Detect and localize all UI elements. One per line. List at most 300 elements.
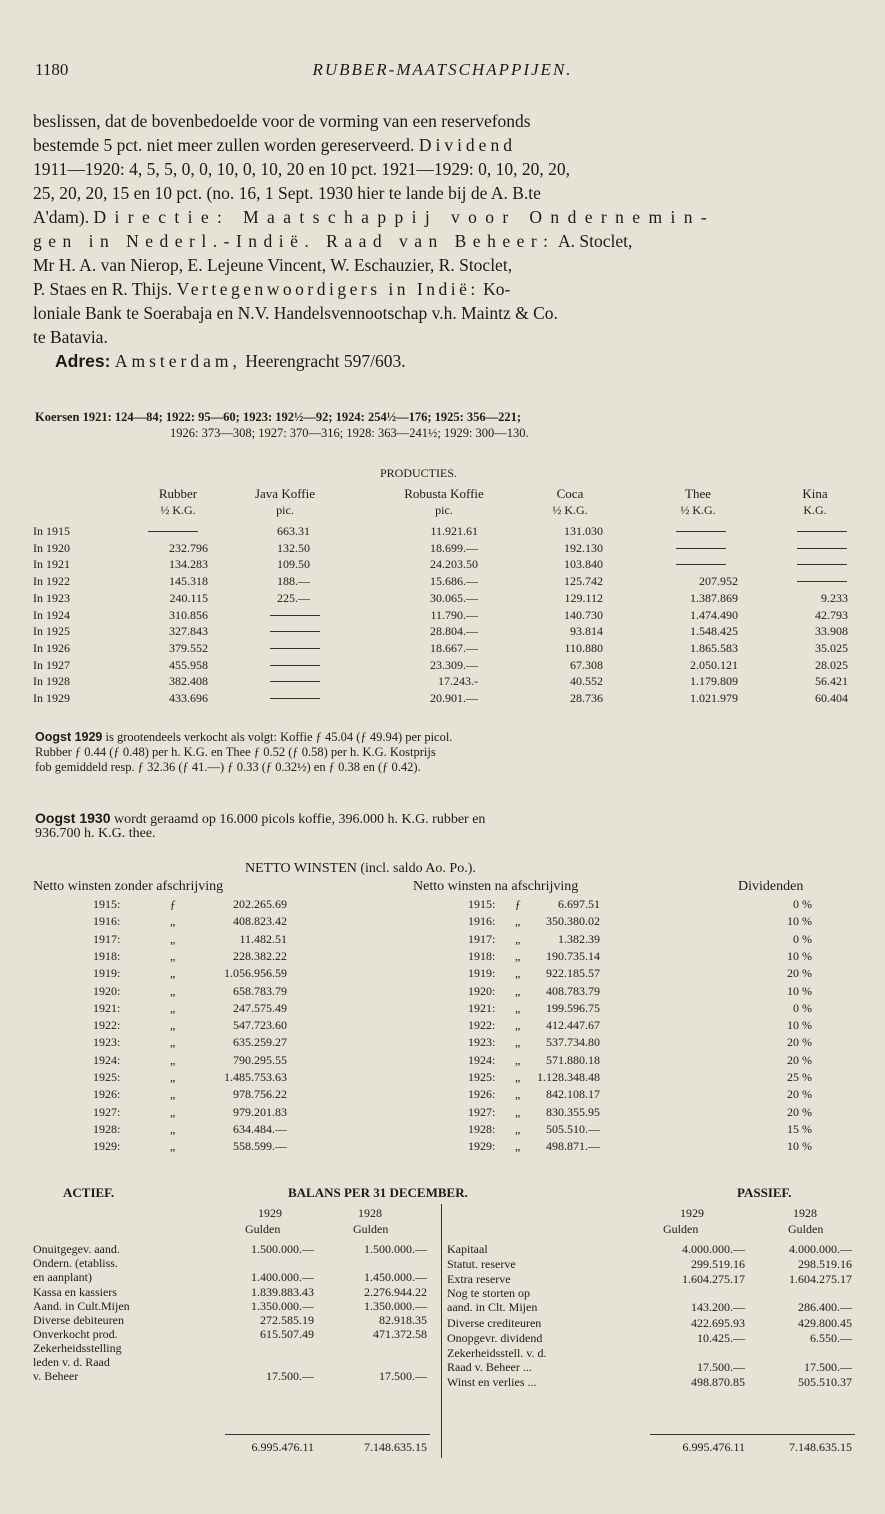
netto-currency-2: „ (515, 1000, 521, 1015)
producties-value: 24.203.50 (430, 557, 478, 572)
netto-year-1: 1920: (93, 983, 121, 998)
netto-currency-2: „ (515, 914, 521, 929)
netto-row (0, 932, 885, 946)
netto-year-1: 1924: (93, 1052, 121, 1067)
intro-line: A'dam). Directie: Maatschappij voor Ondernemin- (33, 207, 716, 227)
netto-currency-1: „ (170, 966, 176, 981)
producties-year: In 1923 (33, 590, 70, 605)
netto-value-2: 922.185.57 (546, 966, 600, 981)
passief-item-label: Winst en verlies ... (447, 1375, 537, 1390)
passief-label: PASSIEF. (737, 1185, 792, 1200)
netto-year-2: 1924: (468, 1052, 496, 1067)
passief-unit-1929: Gulden (663, 1222, 699, 1236)
netto-value-1: 658.783.79 (233, 983, 287, 998)
netto-dividend: 20 % (787, 1087, 812, 1102)
producties-value: 433.696 (169, 691, 208, 705)
producties-year: In 1920 (33, 540, 70, 555)
producties-value: 60.404 (815, 691, 848, 705)
empty-dash (270, 681, 320, 682)
actief-unit-1928: Gulden (353, 1222, 389, 1236)
passief-value-1928: 17.500.— (804, 1359, 852, 1374)
netto-value-2: 571.880.18 (546, 1052, 600, 1067)
producties-row (0, 624, 885, 638)
netto-year-1: 1921: (93, 1000, 121, 1015)
producties-col-name: Robusta Koffie (404, 486, 484, 501)
netto-currency-1: „ (170, 1035, 176, 1050)
netto-currency-1: „ (170, 1018, 176, 1033)
netto-dividend: 20 % (787, 966, 812, 981)
producties-value: 18.667.— (430, 640, 478, 655)
empty-dash (270, 631, 320, 632)
passief-item-label: Extra reserve (447, 1271, 511, 1286)
balans-title: BALANS PER 31 DECEMBER. (288, 1185, 468, 1200)
intro-line: gen in Nederl.-Indië. Raad van Beheer: A. Stoclet, (33, 231, 633, 251)
producties-col-unit: ½ K.G. (680, 503, 716, 517)
balans-divider (441, 1204, 442, 1458)
producties-value: 131.030 (564, 524, 603, 538)
producties-year: In 1922 (33, 574, 70, 589)
actief-total-rule (225, 1434, 430, 1435)
netto-year-1: 1915: (93, 897, 121, 911)
empty-dash (270, 698, 320, 699)
intro-line: bestemde 5 pct. niet meer zullen worden gereserveerd. Dividend (33, 135, 516, 155)
netto-value-2: 190.735.14 (546, 948, 600, 963)
netto-row (0, 1105, 885, 1119)
actief-value-1928: 2.276.944.22 (364, 1284, 427, 1299)
producties-value: 1.179.809 (690, 674, 738, 689)
producties-value: 28.804.— (430, 624, 478, 639)
producties-value: 56.421 (815, 674, 848, 689)
netto-year-2: 1916: (468, 914, 496, 929)
passief-value-1929: 143.200.— (691, 1300, 745, 1315)
passief-item-label: Diverse crediteuren (447, 1316, 542, 1330)
passief-value-1928: 6.550.— (810, 1330, 852, 1345)
netto-currency-1: „ (170, 1121, 176, 1136)
netto-currency-1: „ (170, 948, 176, 963)
actief-year-1929: 1929 (258, 1206, 282, 1220)
netto-year-2: 1922: (468, 1018, 496, 1033)
netto-year-1: 1925: (93, 1070, 121, 1084)
netto-value-1: 202.265.69 (233, 897, 287, 911)
producties-year: In 1927 (33, 657, 70, 672)
passief-value-1929: 10.425.— (697, 1330, 745, 1345)
producties-value: 140.730 (564, 607, 603, 622)
passief-item-label: aand. in Clt. Mijen (447, 1300, 538, 1315)
passief-value-1928: 505.510.37 (798, 1375, 852, 1390)
passief-item-label: Nog te storten op (447, 1286, 530, 1301)
producties-value: 188.— (277, 574, 310, 589)
oogst-1930-line: Oogst 1930 wordt geraamd op 16.000 picols koffie, 396.000 h. K.G. rubber en (35, 810, 486, 827)
producties-value: 110.880 (564, 640, 603, 655)
netto-row (0, 1001, 885, 1015)
empty-dash (676, 531, 726, 532)
address-line: Adres: Amsterdam, Heerengracht 597/603. (55, 351, 406, 371)
running-title: RUBBER-MAATSCHAPPIJEN. (312, 60, 573, 79)
netto-currency-1: „ (170, 1139, 176, 1154)
netto-value-2: 412.447.67 (546, 1018, 600, 1033)
netto-value-2: 537.734.80 (546, 1035, 600, 1050)
producties-row (0, 557, 885, 571)
producties-value: 28.025 (815, 657, 848, 672)
netto-year-1: 1917: (93, 931, 121, 946)
passief-item-label: Onopgevr. dividend (447, 1330, 543, 1345)
netto-currency-2: „ (515, 1121, 521, 1136)
producties-value: 455.958 (169, 657, 208, 672)
producties-year: In 1915 (33, 524, 70, 538)
passief-value-1928: 1.604.275.17 (789, 1271, 852, 1286)
producties-value: 125.742 (564, 574, 603, 589)
producties-row (0, 641, 885, 655)
actief-value-1929: 272.585.19 (260, 1313, 314, 1327)
netto-dividend: 15 % (787, 1121, 812, 1136)
producties-value: 93.814 (570, 624, 603, 639)
netto-year-1: 1923: (93, 1035, 121, 1050)
intro-line: Mr H. A. van Nierop, E. Lejeune Vincent, W. Eschauzier, R. Stoclet, (33, 255, 513, 275)
producties-value: 18.699.— (430, 540, 478, 555)
intro-line: loniale Bank te Soerabaja en N.V. Handelsvennootschap v.h. Maintz & Co. (33, 303, 558, 323)
passief-total-1929: 6.995.476.11 (682, 1440, 745, 1454)
netto-year-1: 1927: (93, 1104, 121, 1119)
netto-currency-1: „ (170, 1070, 176, 1084)
passief-total-rule (650, 1434, 855, 1435)
producties-row (0, 691, 885, 705)
actief-value-1928: 1.500.000.— (364, 1242, 427, 1256)
intro-line: P. Staes en R. Thijs. Vertegenwoordigers in Indië: Ko- (33, 279, 511, 299)
netto-dividend: 10 % (787, 914, 812, 929)
netto-currency-2: „ (515, 1018, 521, 1033)
netto-row (0, 1053, 885, 1067)
producties-col-unit: ½ K.G. (552, 503, 588, 517)
actief-unit-1929: Gulden (245, 1222, 281, 1236)
actief-total-1929: 6.995.476.11 (251, 1440, 314, 1454)
netto-currency-2: „ (515, 931, 521, 946)
producties-col-name: Coca (556, 486, 584, 501)
producties-value: 103.840 (564, 557, 603, 572)
passief-year-1929: 1929 (680, 1206, 704, 1220)
actief-value-1928: 471.372.58 (373, 1327, 427, 1342)
actief-item-label: leden v. d. Raad (33, 1355, 110, 1370)
intro-line: te Batavia. (33, 327, 108, 347)
netto-row (0, 1087, 885, 1101)
netto-currency-2: „ (515, 1035, 521, 1050)
producties-value: 1.387.869 (690, 590, 738, 605)
actief-value-1929: 615.507.49 (260, 1327, 314, 1342)
netto-row (0, 1070, 885, 1084)
producties-title: PRODUCTIES. (380, 466, 458, 480)
netto-year-1: 1922: (93, 1018, 121, 1033)
producties-value: 30.065.— (430, 590, 478, 605)
netto-currency-1: „ (170, 931, 176, 946)
actief-item-label: en aanplant) (33, 1270, 92, 1285)
producties-value: 15.686.— (430, 574, 478, 589)
producties-value: 663.31 (277, 524, 310, 538)
passief-item-label: Statut. reserve (447, 1256, 516, 1271)
netto-year-1: 1916: (93, 914, 121, 929)
producties-col-name: Thee (685, 486, 711, 501)
netto-col1-header: Netto winsten zonder afschrijving (33, 879, 224, 894)
netto-value-1: 978.756.22 (233, 1087, 287, 1102)
producties-value: 35.025 (815, 640, 848, 655)
actief-value-1929: 1.350.000.— (251, 1298, 314, 1313)
netto-currency-1: „ (170, 1087, 176, 1102)
netto-value-2: 1.382.39 (558, 931, 600, 946)
netto-dividend: 10 % (787, 1139, 812, 1154)
netto-value-1: 790.295.55 (233, 1052, 287, 1067)
actief-label: ACTIEF. (63, 1185, 115, 1200)
netto-col3-header: Dividenden (738, 879, 804, 894)
page-number: 1180 (35, 60, 69, 79)
netto-dividend: 0 % (793, 1000, 812, 1015)
netto-year-2: 1923: (468, 1035, 496, 1050)
netto-dividend: 20 % (787, 1104, 812, 1119)
producties-value: 109.50 (277, 557, 310, 572)
netto-year-2: 1919: (468, 966, 496, 981)
empty-dash (676, 548, 726, 549)
empty-dash (270, 665, 320, 666)
netto-value-1: 1.485.753.63 (224, 1070, 287, 1084)
netto-value-1: 247.575.49 (233, 1000, 287, 1015)
netto-currency-1: „ (170, 1052, 176, 1067)
netto-year-2: 1917: (468, 931, 496, 946)
producties-value: 129.112 (564, 590, 603, 605)
actief-item-label: Zekerheidsstelling (33, 1341, 122, 1356)
netto-year-2: 1929: (468, 1139, 496, 1154)
actief-item-label: Kassa en kassiers (33, 1284, 117, 1299)
producties-value: 132.50 (277, 540, 310, 555)
producties-year: In 1929 (33, 691, 70, 705)
actief-item-label: Onverkocht prod. (33, 1327, 118, 1342)
netto-title: NETTO WINSTEN (incl. saldo Ao. Po.). (245, 861, 476, 876)
actief-value-1929: 17.500.— (266, 1369, 314, 1384)
netto-currency-1: „ (170, 1104, 176, 1119)
netto-value-1: 11.482.51 (239, 931, 287, 946)
netto-currency-2: „ (515, 1087, 521, 1102)
actief-item-label: Onuitgegev. aand. (33, 1242, 120, 1256)
passief-item-label: Kapitaal (447, 1242, 488, 1256)
producties-row (0, 658, 885, 672)
netto-currency-2: „ (515, 1104, 521, 1119)
producties-value: 11.790.— (430, 607, 478, 622)
producties-value: 382.408 (169, 674, 208, 689)
producties-year: In 1921 (33, 557, 70, 572)
netto-year-2: 1915: (468, 897, 496, 911)
actief-item-label: Diverse debiteuren (33, 1313, 124, 1327)
netto-currency-2: „ (515, 948, 521, 963)
actief-item-label: Aand. in Cult.Mijen (33, 1298, 130, 1313)
netto-value-1: 228.382.22 (233, 948, 287, 963)
producties-value: 225.— (277, 590, 310, 605)
netto-currency-2: ƒ (515, 897, 521, 911)
netto-value-2: 6.697.51 (558, 897, 600, 911)
producties-value: 40.552 (570, 674, 603, 689)
producties-value: 42.793 (815, 607, 848, 622)
producties-row (0, 574, 885, 588)
netto-year-2: 1920: (468, 983, 496, 998)
actief-value-1928: 82.918.35 (379, 1313, 427, 1327)
actief-value-1928: 1.350.000.— (364, 1298, 427, 1313)
producties-row (0, 541, 885, 555)
netto-currency-1: ƒ (170, 897, 176, 911)
actief-value-1928: 17.500.— (379, 1369, 427, 1384)
producties-value: 379.552 (169, 640, 208, 655)
producties-row (0, 591, 885, 605)
producties-row (0, 524, 885, 538)
netto-value-1: 547.723.60 (233, 1018, 287, 1033)
producties-year: In 1925 (33, 624, 70, 639)
producties-value: 20.901.— (430, 691, 478, 705)
netto-value-2: 350.380.02 (546, 914, 600, 929)
producties-year: In 1926 (33, 640, 70, 655)
producties-value: 232.796 (169, 540, 208, 555)
netto-value-1: 635.259.27 (233, 1035, 287, 1050)
netto-value-2: 1.128.348.48 (537, 1070, 600, 1084)
passief-unit-1928: Gulden (788, 1222, 824, 1236)
producties-value: 1.474.490 (690, 607, 738, 622)
oogst-1929-line: Rubber ƒ 0.44 (ƒ 0.48) per h. K.G. en Thee ƒ 0.52 (ƒ 0.58) per h. K.G. Kostprijs (35, 745, 436, 759)
netto-value-1: 979.201.83 (233, 1104, 287, 1119)
producties-value: 192.130 (564, 540, 603, 555)
producties-value: 11.921.61 (430, 524, 478, 538)
netto-currency-2: „ (515, 966, 521, 981)
producties-value: 207.952 (699, 574, 738, 589)
netto-dividend: 10 % (787, 983, 812, 998)
producties-value: 33.908 (815, 624, 848, 639)
netto-value-2: 505.510.— (546, 1121, 600, 1136)
netto-row (0, 949, 885, 963)
netto-row (0, 1122, 885, 1136)
actief-value-1929: 1.839.883.43 (251, 1284, 314, 1299)
passief-value-1929: 498.870.85 (691, 1375, 745, 1390)
netto-year-2: 1928: (468, 1121, 496, 1136)
empty-dash (797, 564, 847, 565)
producties-value: 1.548.425 (690, 624, 738, 639)
passief-item-label: Raad v. Beheer ... (447, 1359, 532, 1374)
empty-dash (676, 564, 726, 565)
netto-row (0, 914, 885, 928)
empty-dash (797, 548, 847, 549)
empty-dash (270, 648, 320, 649)
empty-dash (797, 581, 847, 582)
passief-value-1929: 1.604.275.17 (682, 1271, 745, 1286)
actief-item-label: v. Beheer (33, 1369, 79, 1384)
netto-currency-1: „ (170, 983, 176, 998)
producties-value: 310.856 (169, 607, 208, 622)
passief-value-1928: 298.519.16 (798, 1256, 852, 1271)
netto-currency-2: „ (515, 1139, 521, 1154)
producties-value: 327.843 (169, 624, 208, 639)
netto-year-1: 1919: (93, 966, 121, 981)
koersen-line: Koersen 1921: 124—84; 1922: 95—60; 1923: 192½—92; 1924: 254½—176; 1925: 356—221; (35, 410, 522, 424)
netto-value-2: 842.108.17 (546, 1087, 600, 1102)
intro-line: 25, 20, 20, 15 en 10 pct. (no. 16, 1 Sept. 1930 hier te lande bij de A. B.te (33, 183, 541, 203)
empty-dash (270, 615, 320, 616)
actief-year-1928: 1928 (358, 1206, 382, 1220)
intro-line: beslissen, dat de bovenbedoelde voor de vorming van een reservefonds (33, 111, 531, 131)
passief-value-1929: 17.500.— (697, 1359, 745, 1374)
netto-dividend: 20 % (787, 1035, 812, 1050)
producties-value: 134.283 (169, 557, 208, 572)
passief-value-1928: 286.400.— (798, 1300, 852, 1315)
netto-year-2: 1918: (468, 948, 496, 963)
netto-row (0, 966, 885, 980)
netto-dividend: 10 % (787, 1018, 812, 1033)
netto-year-2: 1927: (468, 1104, 496, 1119)
netto-year-2: 1925: (468, 1070, 496, 1084)
koersen-line: 1926: 373—308; 1927: 370—316; 1928: 363—241½; 1929: 300—130. (170, 426, 529, 440)
producties-value: 240.115 (169, 590, 208, 605)
netto-value-1: 558.599.— (233, 1139, 287, 1154)
producties-col-unit: pic. (435, 503, 453, 517)
netto-year-2: 1926: (468, 1087, 496, 1102)
producties-value: 67.308 (570, 657, 603, 672)
netto-col2-header: Netto winsten na afschrijving (413, 879, 579, 894)
empty-dash (797, 531, 847, 532)
producties-col-name: Kina (802, 486, 828, 501)
netto-value-1: 634.484.— (233, 1121, 287, 1136)
netto-year-2: 1921: (468, 1000, 496, 1015)
netto-currency-2: „ (515, 1052, 521, 1067)
netto-value-2: 498.871.— (546, 1139, 600, 1154)
oogst-1929-line: fob gemiddeld resp. ƒ 32.36 (ƒ 41.—) ƒ 0.33 (ƒ 0.32½) en ƒ 0.38 en (ƒ 0.42). (35, 760, 421, 774)
producties-value: 145.318 (169, 574, 208, 589)
netto-currency-1: „ (170, 1000, 176, 1015)
producties-value: 17.243.- (438, 674, 478, 689)
producties-value: 28.736 (570, 691, 603, 705)
actief-value-1928: 1.450.000.— (364, 1270, 427, 1285)
empty-dash (148, 531, 198, 532)
netto-row (0, 984, 885, 998)
netto-dividend: 10 % (787, 948, 812, 963)
netto-currency-2: „ (515, 1070, 521, 1084)
netto-currency-1: „ (170, 914, 176, 929)
oogst-1930-line: 936.700 h. K.G. thee. (35, 826, 156, 841)
passief-year-1928: 1928 (793, 1206, 817, 1220)
netto-dividend: 0 % (793, 931, 812, 946)
netto-year-1: 1928: (93, 1121, 121, 1136)
passief-value-1929: 299.519.16 (691, 1256, 745, 1271)
netto-value-1: 408.823.42 (233, 914, 287, 929)
passief-value-1929: 4.000.000.— (682, 1242, 745, 1256)
producties-value: 1.865.583 (690, 640, 738, 655)
producties-col-unit: K.G. (803, 503, 827, 517)
actief-value-1929: 1.500.000.— (251, 1242, 314, 1256)
producties-col-name: Rubber (158, 486, 198, 501)
producties-row (0, 608, 885, 622)
producties-col-unit: pic. (276, 503, 294, 517)
producties-year: In 1928 (33, 674, 70, 689)
passief-value-1928: 429.800.45 (798, 1316, 852, 1330)
producties-col-unit: ½ K.G. (160, 503, 196, 517)
producties-year: In 1924 (33, 607, 70, 622)
producties-value: 23.309.— (430, 657, 478, 672)
netto-value-2: 408.783.79 (546, 983, 600, 998)
netto-dividend: 25 % (787, 1070, 812, 1084)
producties-value: 9.233 (821, 590, 848, 605)
passief-value-1929: 422.695.93 (691, 1316, 745, 1330)
netto-dividend: 20 % (787, 1052, 812, 1067)
netto-row (0, 897, 885, 911)
actief-item-label: Ondern. (etabliss. (33, 1256, 118, 1271)
netto-year-1: 1918: (93, 948, 121, 963)
netto-value-2: 830.355.95 (546, 1104, 600, 1119)
passief-item-label: Zekerheidsstell. v. d. (447, 1345, 547, 1360)
netto-currency-2: „ (515, 983, 521, 998)
netto-row (0, 1018, 885, 1032)
passief-value-1928: 4.000.000.— (789, 1242, 852, 1256)
producties-col-name: Java Koffie (254, 486, 316, 501)
netto-value-1: 1.056.956.59 (224, 966, 287, 981)
producties-row (0, 674, 885, 688)
